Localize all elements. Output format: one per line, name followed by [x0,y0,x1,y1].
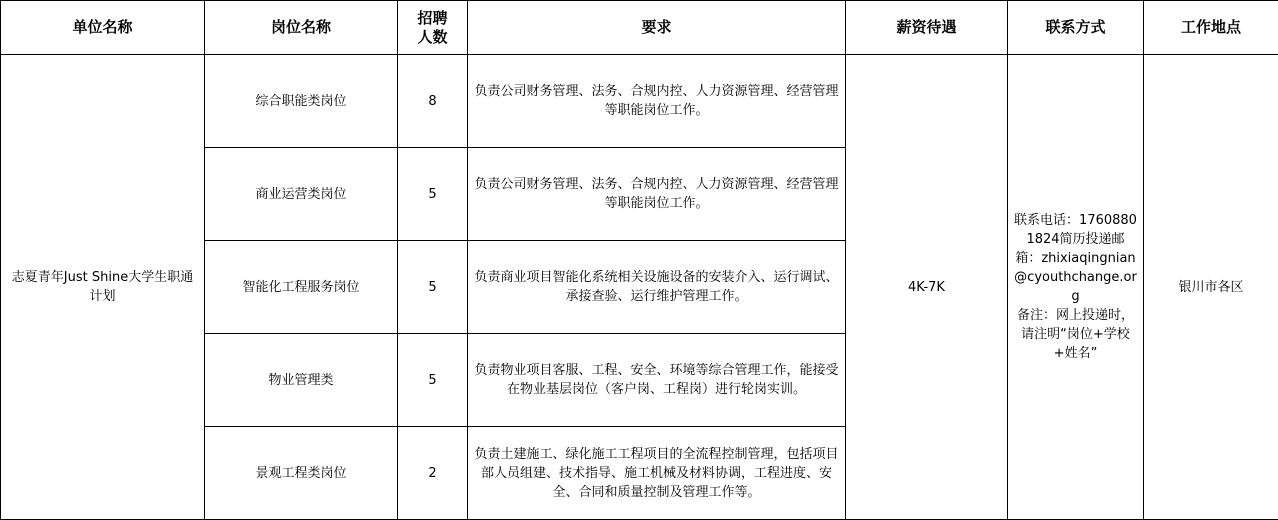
requirement-cell: 负责物业项目客服、工程、安全、环境等综合管理工作，能接受在物业基层岗位（客户岗、工程岗）进行轮岗实训。 [468,334,846,427]
count-cell: 8 [398,55,468,148]
count-cell: 5 [398,148,468,241]
requirement-cell: 负责商业项目智能化系统相关设施设备的安装介入、运行调试、承接查验、运行维护管理工作。 [468,241,846,334]
header-unit: 单位名称 [1,1,205,55]
count-cell: 2 [398,427,468,520]
count-cell: 5 [398,334,468,427]
position-cell: 景观工程类岗位 [205,427,398,520]
contact-note: 备注：网上投递时，请注明“岗位+学校+姓名” [1016,308,1134,361]
header-salary: 薪资待遇 [846,1,1008,55]
header-position: 岗位名称 [205,1,398,55]
location-cell: 银川市各区 [1144,55,1278,520]
position-cell: 物业管理类 [205,334,398,427]
header-requirement: 要求 [468,1,846,55]
header-contact: 联系方式 [1008,1,1144,55]
position-cell: 智能化工程服务岗位 [205,241,398,334]
count-cell: 5 [398,241,468,334]
header-row [1,1,1278,55]
header-count-line1: 招聘 [417,8,448,27]
requirement-cell: 负责土建施工、绿化施工工程项目的全流程控制管理，包括项目部人员组建、技术指导、施工机械及材料协调，工程进度、安全、合同和质量控制及管理工作等。 [468,427,846,520]
position-cell: 综合职能类岗位 [205,55,398,148]
salary-cell: 4K-7K [846,55,1008,520]
position-cell: 商业运营类岗位 [205,148,398,241]
contact-phone-email: 联系电话：17608801824简历投递邮箱：zhixiaqingnian@cyouthchange.org [1014,213,1137,304]
header-count-line2: 人数 [417,27,448,46]
unit-name-cell: 志夏青年Just Shine大学生职通计划 [1,55,205,520]
table-row [1,55,1278,148]
requirement-cell: 负责公司财务管理、法务、合规内控、人力资源管理、经营管理等职能岗位工作。 [468,55,846,148]
requirement-cell: 负责公司财务管理、法务、合规内控、人力资源管理、经营管理等职能岗位工作。 [468,148,846,241]
contact-cell [1008,55,1144,520]
header-location: 工作地点 [1144,1,1278,55]
header-count [398,1,468,55]
